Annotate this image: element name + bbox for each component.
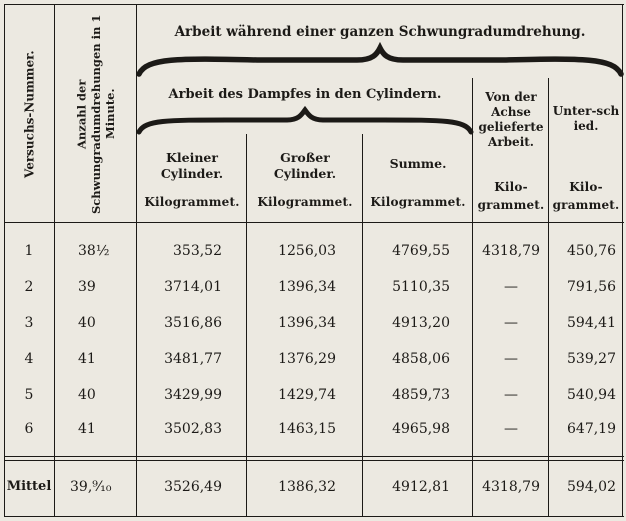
cell-achse: — bbox=[504, 387, 518, 403]
cell-nr: 3 bbox=[24, 315, 34, 331]
cell-kleiner: 3481,77 bbox=[164, 351, 222, 367]
cell-kleiner: 3502,83 bbox=[164, 421, 222, 437]
cell-diff: 791,56 bbox=[567, 279, 616, 295]
table-bottom-rule bbox=[4, 516, 624, 517]
cell-mittel-grosser: 1386,32 bbox=[278, 479, 336, 495]
cell-achse: — bbox=[504, 351, 518, 367]
cell-summe: 4769,55 bbox=[392, 243, 450, 259]
header-arbeit-dampf: Arbeit des Dampfes in den Cylindern. bbox=[168, 86, 442, 102]
cell-nr: 2 bbox=[24, 279, 34, 295]
col-rule-6 bbox=[548, 78, 549, 516]
unit-achse-bottom: grammet. bbox=[477, 198, 545, 212]
header-anzahl-umdrehungen: Anzahl der Schwungradumdrehungen in 1 Minute. bbox=[74, 14, 118, 214]
unit-achse-top: Kilo- bbox=[494, 180, 528, 194]
cell-summe: 4913,20 bbox=[392, 315, 450, 331]
cell-grosser: 1429,74 bbox=[278, 387, 336, 403]
unit-kleiner: Kilogrammet. bbox=[144, 195, 240, 209]
brace-dampf bbox=[137, 108, 473, 134]
cell-achse: — bbox=[504, 421, 518, 437]
cell-mittel-summe: 4912,81 bbox=[392, 479, 450, 495]
col-rule-7 bbox=[622, 4, 623, 516]
cell-nr: 6 bbox=[24, 421, 34, 437]
cell-anzahl: 41 bbox=[78, 421, 96, 437]
cell-diff: 539,27 bbox=[567, 351, 616, 367]
cell-kleiner: 3516,86 bbox=[164, 315, 222, 331]
cell-anzahl: 40 bbox=[78, 387, 96, 403]
header-bottom-rule bbox=[4, 222, 624, 223]
cell-nr: 5 bbox=[24, 387, 34, 403]
cell-anzahl: 41 bbox=[78, 351, 96, 367]
cell-kleiner: 353,52 bbox=[173, 243, 222, 259]
cell-summe: 4965,98 bbox=[392, 421, 450, 437]
cell-kleiner: 3714,01 bbox=[164, 279, 222, 295]
cell-grosser: 1256,03 bbox=[278, 243, 336, 259]
cell-nr: 4 bbox=[24, 351, 34, 367]
cell-mittel-anzahl: 39,⁹⁄₁₀ bbox=[70, 479, 112, 495]
cell-summe: 4858,06 bbox=[392, 351, 450, 367]
cell-grosser: 1376,29 bbox=[278, 351, 336, 367]
unit-diff-bottom: grammet. bbox=[552, 198, 620, 212]
header-unterschied: Unter-schied. bbox=[552, 104, 620, 133]
col-rule-1 bbox=[54, 4, 55, 516]
cell-mittel-diff: 594,02 bbox=[567, 479, 616, 495]
col-rule-5 bbox=[472, 78, 473, 516]
col-rule-4 bbox=[362, 134, 363, 516]
cell-grosser: 1463,15 bbox=[278, 421, 336, 437]
table-top-rule bbox=[4, 4, 624, 5]
header-versuchs-nummer: Versuchs-Nummer. bbox=[22, 50, 37, 178]
header-achse-arbeit: Von der Achse gelieferte Arbeit. bbox=[478, 90, 544, 149]
cell-mittel-kleiner: 3526,49 bbox=[164, 479, 222, 495]
cell-diff: 594,41 bbox=[567, 315, 616, 331]
cell-mittel-label: Mittel bbox=[6, 479, 52, 494]
cell-grosser: 1396,34 bbox=[278, 315, 336, 331]
brace-top bbox=[137, 46, 623, 76]
col-rule-0 bbox=[4, 4, 5, 516]
header-grosser-cylinder: Großer Cylinder. bbox=[273, 150, 337, 181]
cell-mittel-achse: 4318,79 bbox=[482, 479, 540, 495]
header-kleiner-cylinder: Kleiner Cylinder. bbox=[160, 150, 224, 181]
header-summe: Summe. bbox=[389, 156, 447, 172]
header-arbeit-schwungrad: Arbeit während einer ganzen Schwungradumdrehung. bbox=[174, 23, 586, 40]
cell-anzahl: 40 bbox=[78, 315, 96, 331]
cell-achse: — bbox=[504, 279, 518, 295]
unit-summe: Kilogrammet. bbox=[370, 195, 466, 209]
cell-achse: — bbox=[504, 315, 518, 331]
cell-summe: 4859,73 bbox=[392, 387, 450, 403]
unit-diff-top: Kilo- bbox=[569, 180, 603, 194]
cell-diff: 540,94 bbox=[567, 387, 616, 403]
cell-diff: 647,19 bbox=[567, 421, 616, 437]
body-bottom-rule-2 bbox=[4, 460, 624, 461]
unit-grosser: Kilogrammet. bbox=[257, 195, 353, 209]
col-rule-3 bbox=[246, 134, 247, 516]
cell-grosser: 1396,34 bbox=[278, 279, 336, 295]
cell-nr: 1 bbox=[24, 243, 34, 259]
cell-anzahl: 38½ bbox=[78, 243, 110, 259]
cell-summe: 5110,35 bbox=[392, 279, 450, 295]
cell-anzahl: 39 bbox=[78, 279, 96, 295]
col-rule-2 bbox=[136, 4, 137, 516]
body-bottom-rule-1 bbox=[4, 456, 624, 457]
cell-diff: 450,76 bbox=[567, 243, 616, 259]
cell-achse: 4318,79 bbox=[482, 243, 540, 259]
cell-kleiner: 3429,99 bbox=[164, 387, 222, 403]
